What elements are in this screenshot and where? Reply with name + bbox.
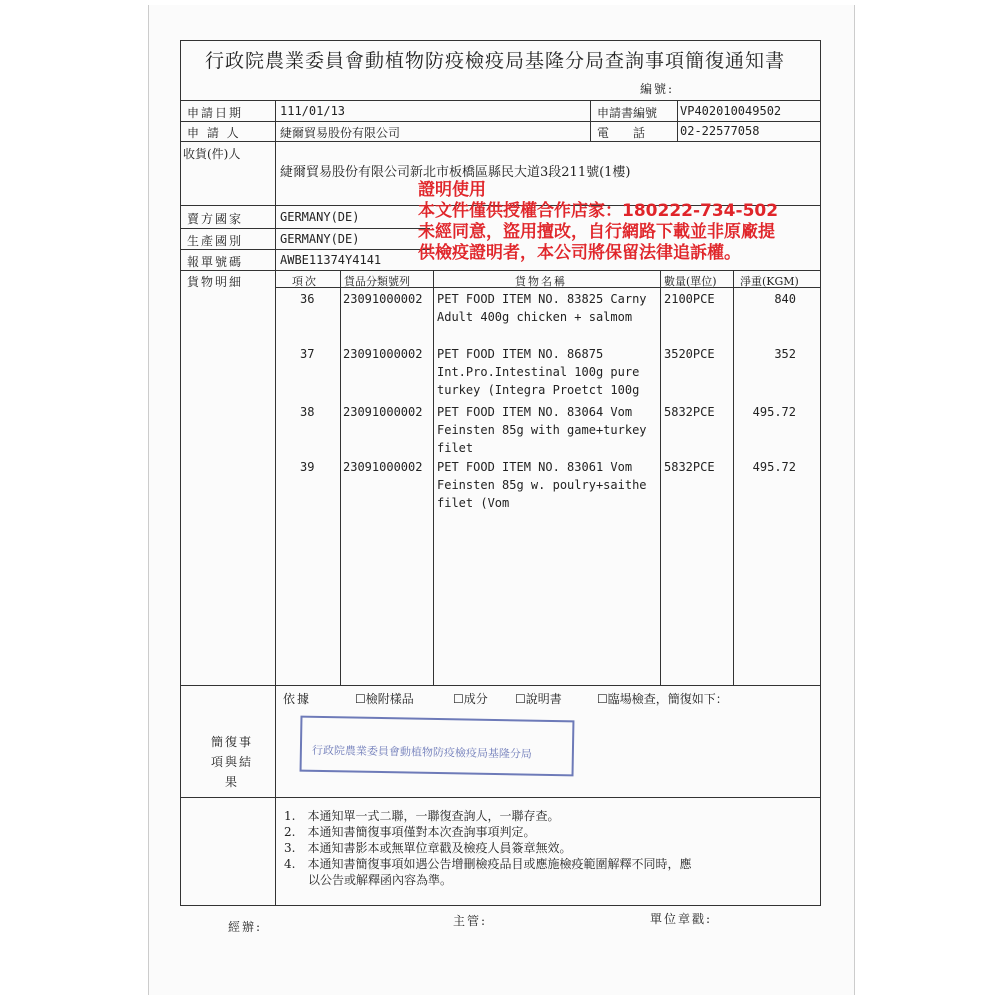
divider — [180, 121, 821, 122]
divider — [433, 270, 434, 685]
supervisor-signature: 主管: — [453, 914, 488, 928]
item-no: 39 — [300, 460, 315, 474]
divider — [275, 100, 276, 906]
item-code: 23091000002 — [343, 292, 423, 306]
item-weight: 840 — [774, 292, 796, 306]
col-qty: 數量(單位) — [664, 275, 717, 288]
consignee-label: 收貨(件)人 — [183, 147, 241, 161]
item-name: PET FOOD ITEM NO. 86875 Int.Pro.Intestinal 100g pure turkey (Integra Proetct 100g — [437, 347, 640, 397]
item-no: 38 — [300, 405, 315, 419]
item-no: 37 — [300, 347, 315, 361]
note-item: 4. 本通知書簡復事項如遇公告增刪檢疫品目或應施檢疫範圍解釋不同時，應 — [284, 857, 692, 871]
form-title: 行政院農業委員會動植物防疫檢疫局基隆分局查詢事項簡復通知書 — [205, 50, 786, 72]
origin-label: 生產國別 — [187, 234, 244, 248]
watermark-line: 未經同意，盜用擅改，自行網路下載並非原廠提 — [418, 222, 775, 242]
item-name: PET FOOD ITEM NO. 83064 Vom Feinsten 85g with game+turkey filet — [437, 405, 647, 455]
origin-value: GERMANY(DE) — [280, 232, 360, 246]
item-qty: 5832PCE — [664, 460, 715, 474]
divider — [180, 685, 821, 686]
applicant-value: 緁爾貿易股份有限公司 — [280, 126, 401, 140]
apply-date-value: 111/01/13 — [280, 104, 346, 118]
divider — [340, 270, 341, 685]
checkbox-onsite[interactable]: ☐臨場檢查，簡復如下： — [597, 692, 728, 706]
divider — [180, 141, 821, 142]
col-no: 項次 — [292, 275, 318, 288]
watermark — [418, 180, 778, 264]
checkbox-ingredients-label: 成分 — [463, 692, 488, 706]
divider — [660, 270, 661, 685]
stamp-text: 行政院農業委員會動植物防疫檢疫局基隆分局 — [311, 743, 532, 761]
checkbox-manual-label: 說明書 — [525, 692, 562, 706]
checkbox-manual[interactable]: ☐說明書 — [515, 692, 562, 706]
divider — [590, 100, 591, 141]
item-weight: 352 — [774, 347, 796, 361]
col-name: 貨物名稱 — [515, 275, 567, 288]
divider — [180, 228, 430, 229]
result-label: 簡復事項與結果 — [210, 735, 253, 789]
basis-label: 依據 — [283, 692, 312, 706]
seller-label: 賣方國家 — [187, 212, 244, 226]
item-qty: 2100PCE — [664, 292, 715, 306]
note-item: 2. 本通知書簡復事項僅對本次查詢事項判定。 — [284, 825, 536, 839]
item-name: PET FOOD ITEM NO. 83061 Vom Feinsten 85g w. poulry+saithe filet (Vom — [437, 460, 647, 510]
item-weight: 495.72 — [752, 460, 796, 474]
item-code: 23091000002 — [343, 460, 423, 474]
seal-signature: 單位章戳: — [650, 912, 713, 926]
col-code: 貨品分類號列 — [344, 275, 410, 288]
watermark-line: 證明使用 — [418, 180, 486, 200]
item-code: 23091000002 — [343, 347, 423, 361]
handler-signature: 經辦: — [228, 920, 263, 934]
phone-label: 電 話 — [597, 126, 646, 140]
checkbox-sample[interactable]: ☐檢附樣品 — [355, 692, 414, 706]
watermark-line: 供檢疫證明者，本公司將保留法律追訴權。 — [418, 243, 741, 263]
number-label: 編號: — [640, 82, 675, 96]
checkbox-ingredients[interactable]: ☐成分 — [453, 692, 488, 706]
item-qty: 5832PCE — [664, 405, 715, 419]
note-item: 3. 本通知書影本或無單位章戳及檢疫人員簽章無效。 — [284, 841, 572, 855]
item-code: 23091000002 — [343, 405, 423, 419]
apply-date-label: 申請日期 — [187, 106, 244, 120]
phone-value: 02-22577058 — [680, 124, 760, 138]
divider — [677, 100, 678, 141]
note-item: 1. 本通知單一式二聯，一聯復查詢人，一聯存查。 — [284, 809, 560, 823]
col-weight: 淨重(KGM) — [740, 275, 799, 288]
note-item: 以公告或解釋函內容為準。 — [284, 873, 453, 887]
applicant-label: 申 請 人 — [187, 126, 241, 140]
official-stamp — [300, 716, 575, 777]
item-qty: 3520PCE — [664, 347, 715, 361]
item-name: PET FOOD ITEM NO. 83825 Carny Adult 400g chicken + salmom — [437, 292, 647, 324]
app-no-value: VP402010049502 — [680, 104, 782, 118]
checkbox-sample-label: 檢附樣品 — [365, 692, 414, 706]
divider — [180, 249, 430, 250]
item-no: 36 — [300, 292, 315, 306]
divider — [180, 797, 821, 798]
watermark-line: 本文件僅供授權合作店家：180222-734-502 — [418, 201, 779, 221]
notes-list — [284, 808, 691, 888]
app-no-label: 申請書編號 — [597, 106, 658, 120]
divider — [180, 100, 821, 101]
declaration-value: AWBE11374Y4141 — [280, 253, 382, 267]
divider — [180, 270, 821, 271]
seller-value: GERMANY(DE) — [280, 210, 360, 224]
goods-label: 貨物明細 — [187, 275, 244, 289]
consignee-value: 緁爾貿易股份有限公司新北市板橋區縣民大道3段211號(1樓) — [280, 165, 631, 180]
checkbox-onsite-label: 臨場檢查，簡復如下： — [607, 692, 728, 706]
item-weight: 495.72 — [752, 405, 796, 419]
divider — [733, 270, 734, 685]
declaration-label: 報單號碼 — [187, 255, 244, 269]
